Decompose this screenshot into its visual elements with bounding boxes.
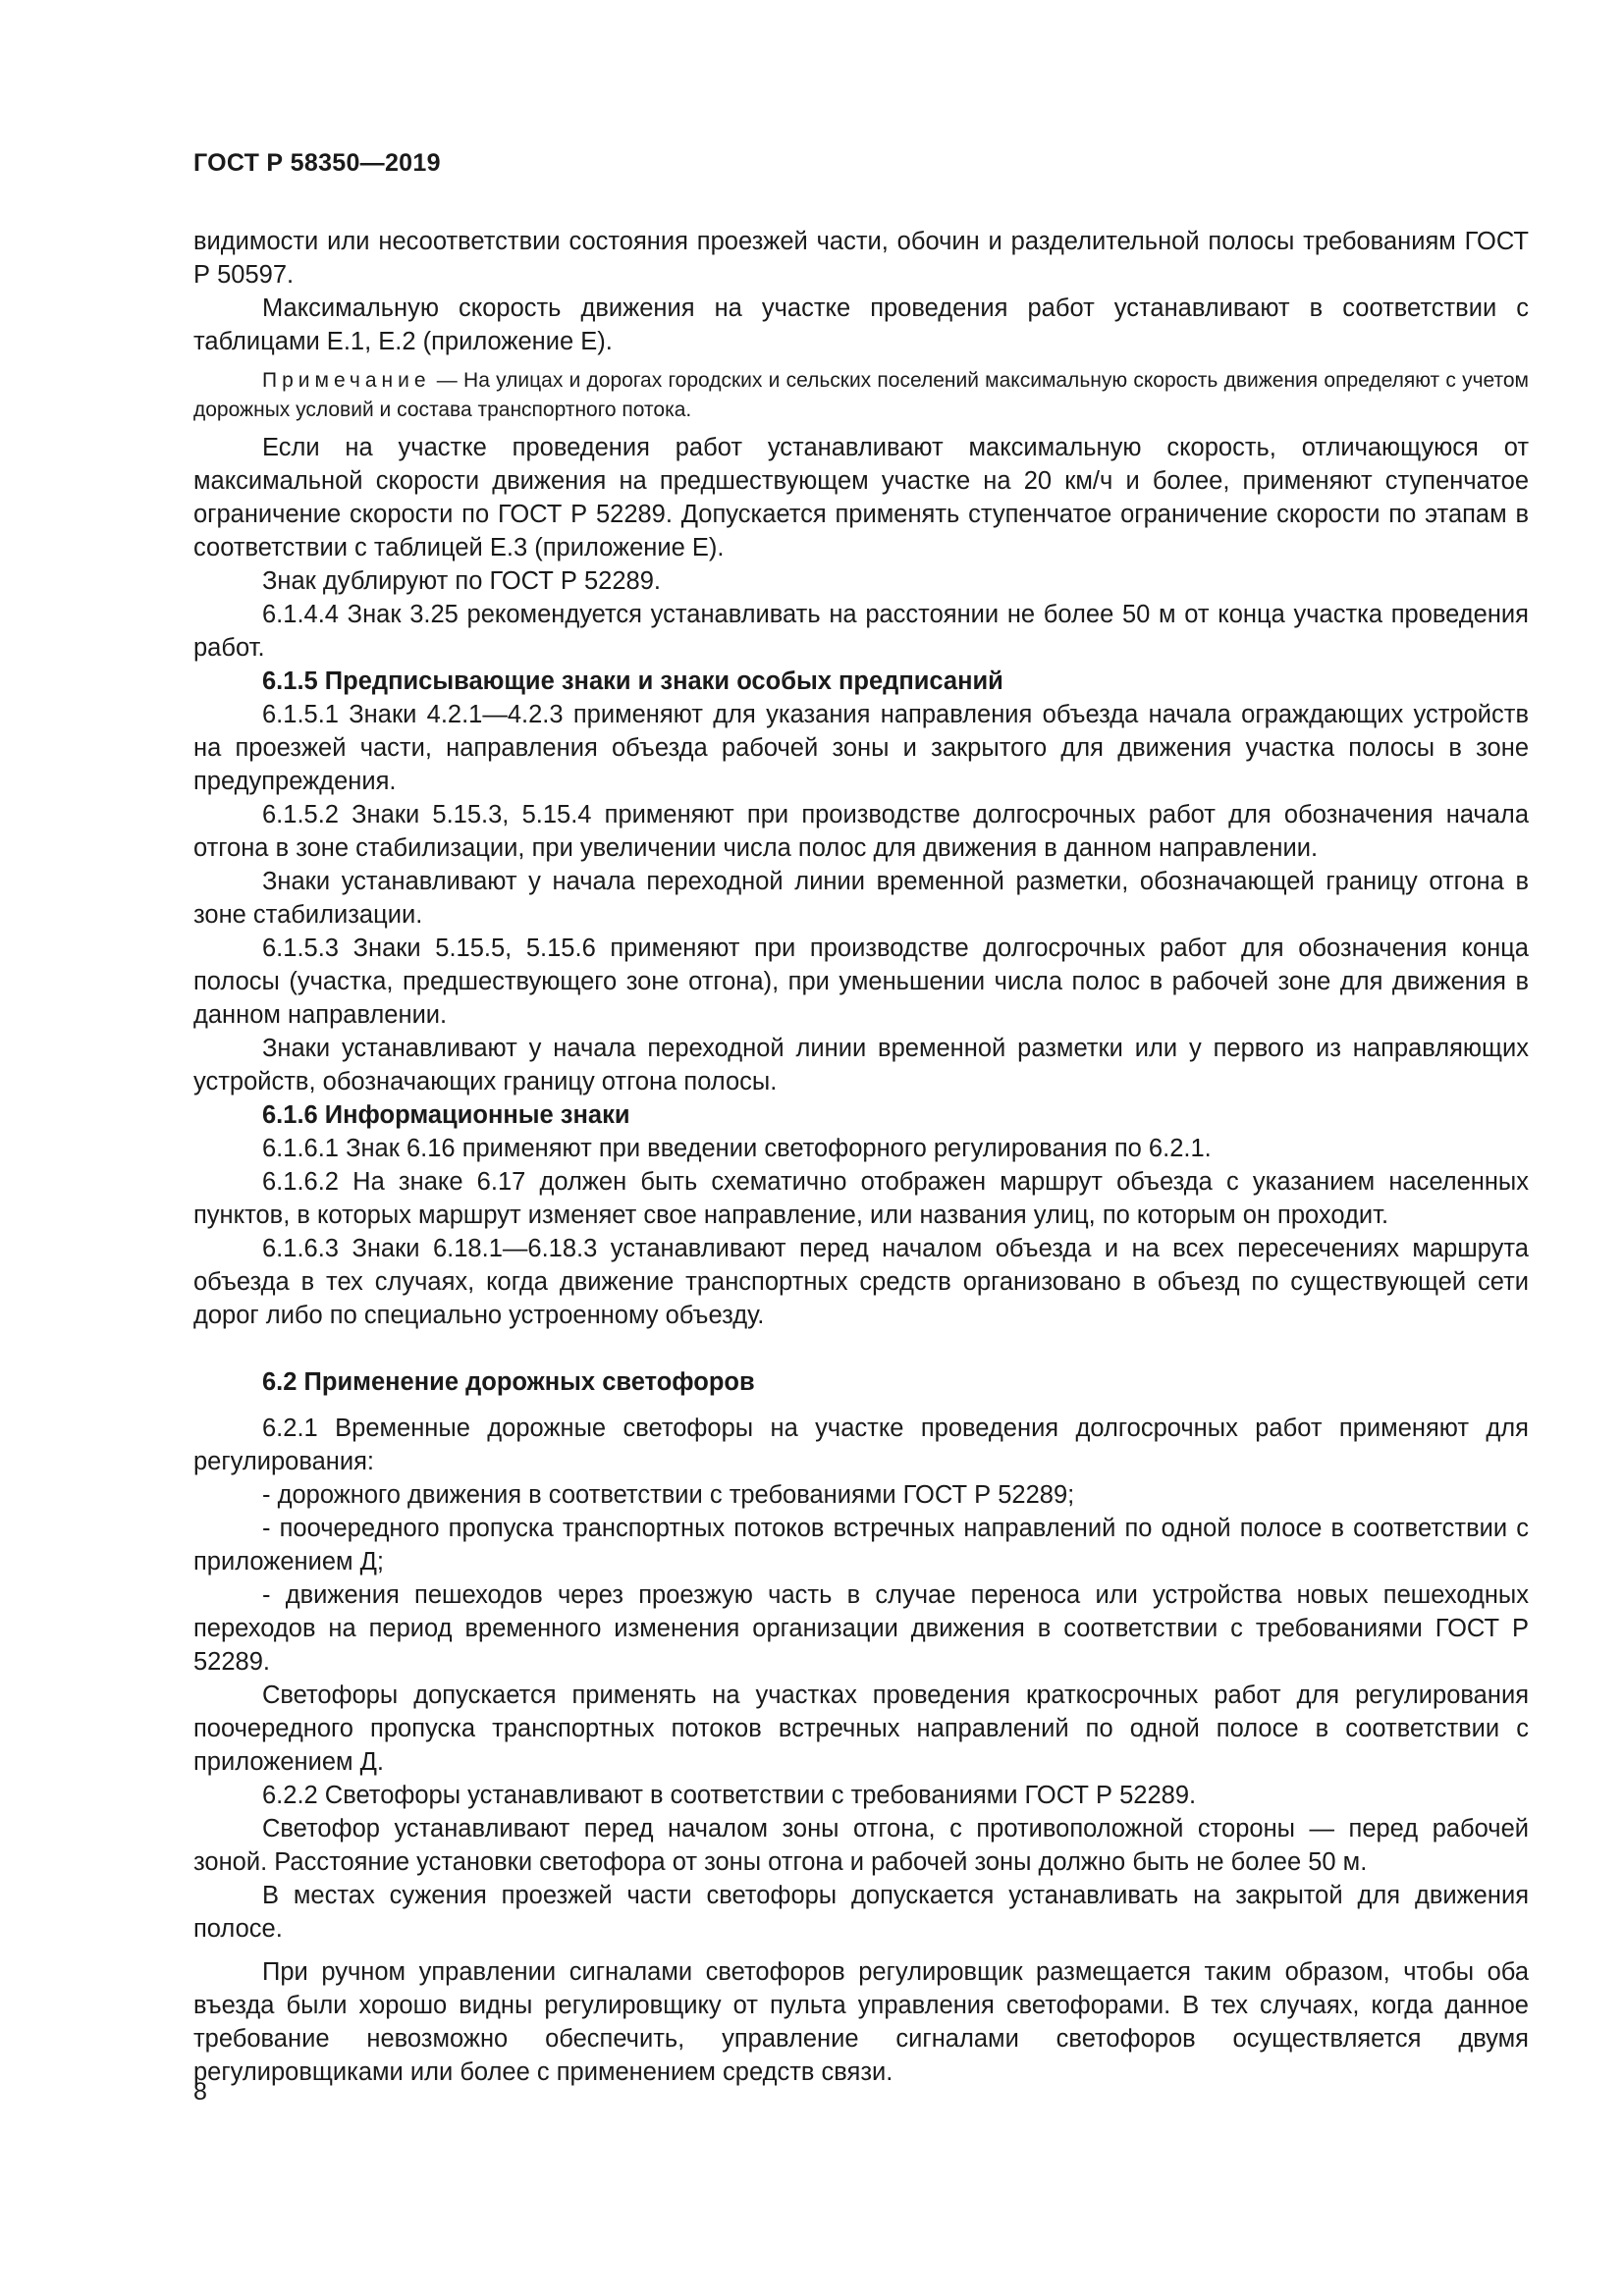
paragraph: 6.2.2 Светофоры устанавливают в соответствии с требованиями ГОСТ Р 52289. (262, 1782, 1197, 1809)
paragraph: В местах сужения проезжей части светофоры допускается устанавливать на закрытой для движения полосе. (193, 1882, 1529, 1943)
paragraph: 6.2.1 Временные дорожные светофоры на участке проведения долгосрочных работ применяют для регулирования: (193, 1415, 1529, 1475)
note-paragraph (193, 366, 1529, 425)
paragraph: Светофоры допускается применять на участках проведения краткосрочных работ для регулирования поочередного пропуска транспортных потоков встречных направлений по одной полосе в соответствии с приложением Д. (193, 1682, 1529, 1776)
list-item: - движения пешеходов через проезжую часть в случае переноса или устройства новых пешеходных переходов на период временного изменения организации движения в соответствии с требованиями ГОСТ Р 52289. (193, 1581, 1529, 1676)
subsection-heading: 6.1.6 Информационные знаки (262, 1101, 630, 1129)
note-text: — На улицах и дорогах городских и сельских поселений максимальную скорость движения определяют с учетом дорожных условий и состава транспортного потока. (193, 369, 1529, 421)
paragraph: 6.1.4.4 Знак 3.25 рекомендуется устанавливать на расстоянии не более 50 м от конца участка проведения работ. (193, 601, 1529, 662)
paragraph: Светофор устанавливают перед началом зоны отгона, с противоположной стороны — перед рабочей зоной. Расстояние установки светофора от зоны отгона и рабочей зоны должно быть не более 50 м. (193, 1815, 1529, 1876)
paragraph: 6.1.5.3 Знаки 5.15.5, 5.15.6 применяют при производстве долгосрочных работ для обозначения конца полосы (участка, предшествующего зоне отгона), при уменьшении числа полос в рабочей зоне для движения в данном направлении. (193, 934, 1529, 1029)
document-body (193, 225, 1529, 2089)
note-label: Примечание (262, 369, 431, 392)
paragraph: Знаки устанавливают у начала переходной линии временной разметки, обозначающей границу отгона в зоне стабилизации. (193, 868, 1529, 929)
paragraph: Знаки устанавливают у начала переходной линии временной разметки или у первого из направляющих устройств, обозначающих границу отгона полосы. (193, 1035, 1529, 1095)
paragraph: 6.1.6.3 Знаки 6.18.1—6.18.3 устанавливают перед началом объезда и на всех пересечениях маршрута объезда в тех случаях, когда движение транспортных средств организовано в объезд по существующей сети дорог либо по специально устроенному объезду. (193, 1235, 1529, 1329)
paragraph: Максимальную скорость движения на участке проведения работ устанавливают в соответствии с таблицами Е.1, Е.2 (приложение Е). (193, 294, 1529, 355)
section-heading: 6.2 Применение дорожных светофоров (262, 1368, 755, 1396)
paragraph: Если на участке проведения работ устанавливают максимальную скорость, отличающуюся от максимальной скорости движения на предшествующем участке на 20 км/ч и более, применяют ступенчатое ограничение скорости по ГОСТ Р 52289. Допускается применять ступенчатое ограничение скорости по этапам в соответствии с таблицей Е.3 (приложение Е). (193, 434, 1529, 561)
paragraph: 6.1.5.2 Знаки 5.15.3, 5.15.4 применяют при производстве долгосрочных работ для обозначения начала отгона в зоне стабилизации, при увеличении числа полос для движения в данном направлении. (193, 801, 1529, 862)
paragraph: Знак дублируют по ГОСТ Р 52289. (262, 567, 661, 595)
list-item: - поочередного пропуска транспортных потоков встречных направлений по одной полосе в соответствии с приложением Д; (193, 1515, 1529, 1575)
paragraph: видимости или несоответствии состояния проезжей части, обочин и разделительной полосы требованиям ГОСТ Р 50597. (193, 228, 1529, 289)
paragraph: 6.1.5.1 Знаки 4.2.1—4.2.3 применяют для указания направления объезда начала ограждающих устройств на проезжей части, направления объезда рабочей зоны и закрытого для движения участка полосы в зоне предупреждения. (193, 701, 1529, 795)
paragraph: При ручном управлении сигналами светофоров регулировщик размещается таким образом, чтобы оба въезда были хорошо видны регулировщику от пульта управления светофорами. В тех случаях, когда данное требование невозможно обеспечить, управление сигналами светофоров осуществляется двумя регулировщиками или более с применением средств связи. (193, 1958, 1529, 2086)
paragraph: 6.1.6.1 Знак 6.16 применяют при введении светофорного регулирования по 6.2.1. (262, 1135, 1212, 1162)
document-code-header: ГОСТ Р 58350—2019 (193, 149, 441, 177)
list-item: - дорожного движения в соответствии с требованиями ГОСТ Р 52289; (262, 1481, 1075, 1509)
subsection-heading: 6.1.5 Предписывающие знаки и знаки особых предписаний (262, 667, 1003, 695)
page-number: 8 (193, 2078, 207, 2106)
paragraph: 6.1.6.2 На знаке 6.17 должен быть схематично отображен маршрут объезда с указанием населенных пунктов, в которых маршрут изменяет свое направление, или названия улиц, по которым он проходит. (193, 1168, 1529, 1229)
